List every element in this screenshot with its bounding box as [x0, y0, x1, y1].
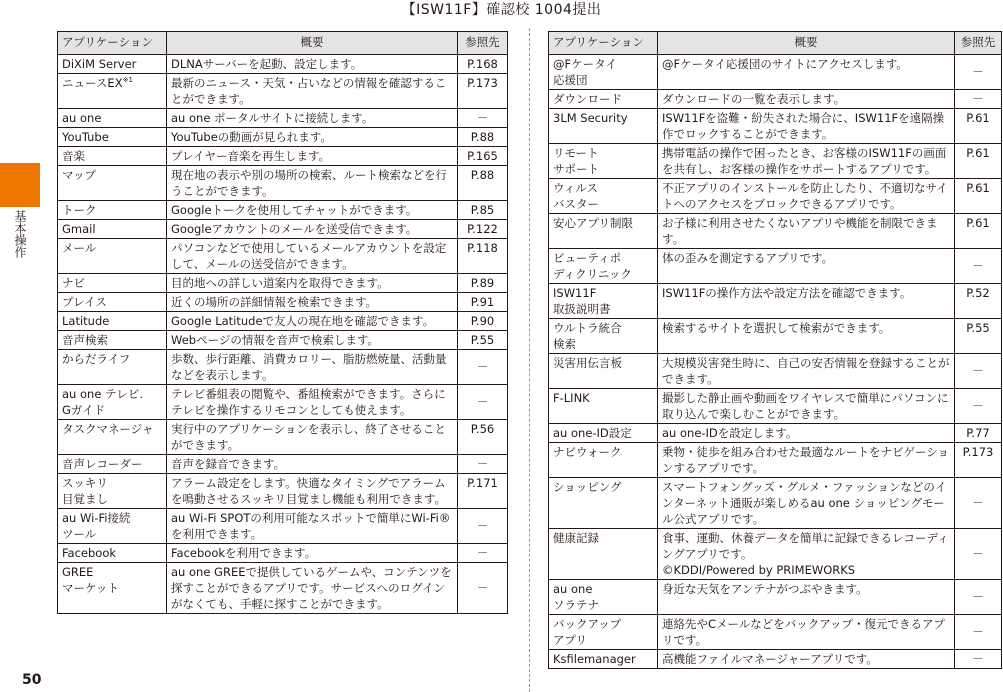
table-row	[58, 128, 508, 147]
app-summary: ダウンロードの一覧を表示します。	[658, 90, 955, 109]
table-header-row	[549, 32, 1002, 55]
table-row	[58, 55, 508, 74]
app-name: リモート サポート	[553, 146, 599, 176]
app-name: GREE マーケット	[62, 565, 119, 595]
page-number: 50	[22, 672, 42, 688]
app-reference: －	[955, 354, 1002, 389]
app-name: スッキリ 目覚まし	[62, 476, 108, 506]
app-summary: au one GREEで提供しているゲームや、コンテンツを探すことができるアプリです。サービスへのログインがなくても、手軽に探すことができます。	[167, 563, 458, 614]
section-tab	[0, 163, 40, 207]
app-name: からだライフ	[62, 352, 131, 366]
app-reference: －	[458, 509, 508, 544]
app-name-cell	[58, 74, 167, 109]
table-row	[549, 284, 1002, 319]
app-reference: P.61	[955, 109, 1002, 144]
app-summary: 撮影した静止画や動画をワイヤレスで簡単にパソコンに取り込んで楽しむことができます。	[658, 389, 955, 424]
app-name-cell	[58, 55, 167, 74]
app-name-cell	[58, 147, 167, 166]
table-row	[58, 312, 508, 331]
app-summary: 実行中のアプリケーションを表示し、終了させることができます。	[167, 420, 458, 455]
column-header-app: アプリケーション	[58, 32, 167, 55]
table-row	[549, 529, 1002, 580]
app-name-cell	[58, 166, 167, 201]
app-name: ナビウォーク	[553, 445, 622, 459]
app-name-cell	[549, 424, 658, 443]
app-name: 音声検索	[62, 333, 108, 347]
table-row	[549, 580, 1002, 615]
app-reference: －	[955, 529, 1002, 580]
app-name: F-LINK	[553, 391, 590, 405]
app-reference: －	[955, 580, 1002, 615]
app-reference: －	[458, 563, 508, 614]
app-name: トーク	[62, 203, 97, 217]
app-name-cell	[549, 580, 658, 615]
app-reference: P.168	[458, 55, 508, 74]
app-name: 健康記録	[553, 531, 599, 545]
app-name-cell	[58, 509, 167, 544]
app-reference: P.88	[458, 166, 508, 201]
app-summary: テレビ番組表の閲覧や、番組検索ができます。さらにテレビを操作するリモコンとしても使えます。	[167, 385, 458, 420]
app-name-cell	[549, 443, 658, 478]
table-row	[58, 544, 508, 563]
app-summary: Googleアカウントのメールを送受信できます。	[167, 220, 458, 239]
app-summary: 歩数、歩行距離、消費カロリー、脂肪燃焼量、活動量などを表示します。	[167, 350, 458, 385]
app-name: マップ	[62, 168, 97, 182]
table-row	[58, 420, 508, 455]
app-reference: －	[955, 389, 1002, 424]
app-name-cell	[549, 650, 658, 669]
app-name: DiXiM Server	[62, 57, 137, 71]
app-name-cell	[58, 201, 167, 220]
app-name: au one ソラテナ	[553, 582, 599, 612]
app-name: au one-ID設定	[553, 426, 632, 440]
app-name-cell	[58, 312, 167, 331]
app-reference: P.61	[955, 179, 1002, 214]
app-name: 3LM Security	[553, 111, 628, 125]
app-reference: －	[955, 650, 1002, 669]
app-name-cell	[58, 239, 167, 274]
app-name: Gmail	[62, 222, 96, 236]
app-summary: 検索するサイトを選択して検索ができます。	[658, 319, 955, 354]
app-name: ナビ	[62, 276, 85, 290]
table-row	[58, 331, 508, 350]
app-name-cell	[58, 128, 167, 147]
table-row	[58, 239, 508, 274]
app-reference: －	[458, 350, 508, 385]
app-summary: アラーム設定をします。快適なタイミングでアラームを鳴動させるスッキリ目覚まし機能も利用できます。	[167, 474, 458, 509]
app-name: タスクマネージャ	[62, 422, 154, 436]
table-row	[549, 354, 1002, 389]
app-summary: Facebookを利用できます。	[167, 544, 458, 563]
app-reference: P.88	[458, 128, 508, 147]
app-table-right	[548, 31, 1002, 669]
app-name: 災害用伝言板	[553, 356, 622, 370]
app-summary: お子様に利用させたくないアプリや機能を制限できます。	[658, 214, 955, 249]
app-name-cell	[549, 389, 658, 424]
column-header-app: アプリケーション	[549, 32, 658, 55]
app-reference: P.55	[458, 331, 508, 350]
table-row	[58, 509, 508, 544]
app-name-cell	[549, 179, 658, 214]
table-row	[549, 55, 1002, 90]
app-summary: 音声を録音できます。	[167, 455, 458, 474]
app-summary: Webページの情報を音声で検索します。	[167, 331, 458, 350]
column-divider	[529, 28, 530, 692]
app-name-cell	[549, 144, 658, 179]
app-reference: －	[458, 109, 508, 128]
column-header-ref: 参照先	[955, 32, 1002, 55]
table-row	[549, 144, 1002, 179]
app-summary: 現在地の表示や別の場所の検索、ルート検索などを行うことができます。	[167, 166, 458, 201]
table-header-row	[58, 32, 508, 55]
app-summary: ISW11Fを盗難・紛失された場合に、ISW11Fを遠隔操作でロックすることができます。	[658, 109, 955, 144]
app-reference: P.52	[955, 284, 1002, 319]
app-name-cell	[58, 220, 167, 239]
app-summary: au one-IDを設定します。	[658, 424, 955, 443]
app-name: au Wi-Fi接続 ツール	[62, 511, 131, 541]
app-name-cell	[58, 331, 167, 350]
table-row	[549, 443, 1002, 478]
app-reference: P.90	[458, 312, 508, 331]
app-name: メール	[62, 241, 97, 255]
app-name-cell	[58, 474, 167, 509]
table-row	[549, 319, 1002, 354]
table-row	[549, 214, 1002, 249]
app-name: au one テレビ. Gガイド	[62, 387, 143, 417]
app-summary: プレイヤー音楽を再生します。	[167, 147, 458, 166]
app-reference: P.85	[458, 201, 508, 220]
app-name-cell	[58, 455, 167, 474]
app-summary: YouTubeの動画が見られます。	[167, 128, 458, 147]
app-summary: Googleトークを使用してチャットができます。	[167, 201, 458, 220]
app-name-cell	[549, 478, 658, 529]
app-reference: P.56	[458, 420, 508, 455]
app-reference: P.89	[458, 274, 508, 293]
app-name-cell	[549, 55, 658, 90]
app-summary: au one ポータルサイトに接続します。	[167, 109, 458, 128]
app-name: ショッピング	[553, 480, 622, 494]
app-summary: 近くの場所の詳細情報を検索できます。	[167, 293, 458, 312]
app-summary: 食事、運動、休養データを簡単に記録できるレコーディングアプリです。 ©KDDI/Powered by PRIMEWORKS	[658, 529, 955, 580]
table-row	[549, 650, 1002, 669]
app-name: Ksfilemanager	[553, 652, 636, 666]
app-name-cell	[549, 615, 658, 650]
app-reference: －	[458, 455, 508, 474]
app-summary: 体の歪みを測定するアプリです。	[658, 249, 955, 284]
table-row	[549, 478, 1002, 529]
app-name-cell	[549, 90, 658, 109]
table-row	[58, 563, 508, 614]
table-row	[58, 74, 508, 109]
table-row	[549, 179, 1002, 214]
app-reference: －	[955, 55, 1002, 90]
app-name-cell	[58, 544, 167, 563]
app-summary: 目的地への詳しい道案内を取得できます。	[167, 274, 458, 293]
table-row	[549, 424, 1002, 443]
app-name-cell	[549, 319, 658, 354]
app-summary: スマートフォングッズ・グルメ・ファッションなどのインターネット通販が楽しめるau one ショッピングモール公式アプリです。	[658, 478, 955, 529]
app-name-cell	[58, 350, 167, 385]
app-name-cell	[549, 249, 658, 284]
app-name: ビューティポ ディクリニック	[553, 251, 632, 281]
app-name-cell	[58, 109, 167, 128]
app-reference: P.165	[458, 147, 508, 166]
app-reference: －	[955, 615, 1002, 650]
footnote-marker: ※1	[122, 76, 133, 85]
table-row	[549, 615, 1002, 650]
table-row	[58, 147, 508, 166]
app-name-cell	[58, 274, 167, 293]
table-row	[58, 455, 508, 474]
table-row	[58, 220, 508, 239]
app-name-cell	[549, 109, 658, 144]
app-name: Facebook	[62, 546, 117, 560]
app-summary: 不正アプリのインストールを防止したり、不適切なサイトへのアクセスをブロックできるアプリです。	[658, 179, 955, 214]
app-name: 音声レコーダー	[62, 457, 143, 471]
table-row	[58, 385, 508, 420]
app-name: ダウンロード	[553, 92, 622, 106]
table-row	[58, 474, 508, 509]
app-reference: P.55	[955, 319, 1002, 354]
app-name: バックアップ アプリ	[553, 617, 622, 647]
app-reference: P.91	[458, 293, 508, 312]
app-table-left	[57, 31, 508, 614]
app-summary: au Wi-Fi SPOTの利用可能なスポットで簡単にWi-Fi®を利用できます。	[167, 509, 458, 544]
document-header: 【ISW11F】確認校 1004提出	[401, 2, 602, 18]
app-summary: 乗物・徒歩を組み合わせた最適なルートをナビゲーションするアプリです。	[658, 443, 955, 478]
app-name: プレイス	[62, 295, 107, 309]
app-summary: ISW11Fの操作方法や設定方法を確認できます。	[658, 284, 955, 319]
app-name: YouTube	[62, 130, 109, 144]
app-summary: 身近な天気をアンテナがつぶやきます。	[658, 580, 955, 615]
table-row	[58, 109, 508, 128]
app-name-cell	[549, 529, 658, 580]
app-reference: P.118	[458, 239, 508, 274]
app-name-cell	[58, 293, 167, 312]
app-reference: －	[955, 478, 1002, 529]
app-name-cell	[549, 214, 658, 249]
app-reference: －	[458, 544, 508, 563]
app-summary: 大規模災害発生時に、自己の安否情報を登録することができます。	[658, 354, 955, 389]
app-name: ニュースEX	[62, 76, 123, 90]
column-header-ref: 参照先	[458, 32, 508, 55]
app-name: ウルトラ統合 検索	[553, 321, 622, 351]
app-summary: 最新のニュース・天気・占いなどの情報を確認することができます。	[167, 74, 458, 109]
app-name: 安心アプリ制限	[553, 216, 634, 230]
app-summary: DLNAサーバーを起動、設定します。	[167, 55, 458, 74]
app-summary: @Fケータイ応援団のサイトにアクセスします。	[658, 55, 955, 90]
app-name-cell	[58, 563, 167, 614]
table-row	[58, 274, 508, 293]
app-name: ウィルス バスター	[553, 181, 599, 211]
app-reference: P.171	[458, 474, 508, 509]
app-summary: 高機能ファイルマネージャーアプリです。	[658, 650, 955, 669]
app-summary: 連絡先やCメールなどをバックアップ・復元できるアプリです。	[658, 615, 955, 650]
app-name: Latitude	[62, 314, 110, 328]
app-name: 音楽	[62, 149, 85, 163]
table-row	[549, 90, 1002, 109]
column-header-summary: 概要	[167, 32, 458, 55]
section-side-label: 基本操作	[13, 210, 27, 258]
app-reference: －	[458, 385, 508, 420]
app-reference: －	[955, 249, 1002, 284]
table-row	[58, 166, 508, 201]
table-row	[549, 389, 1002, 424]
app-name: ISW11F 取扱説明書	[553, 286, 611, 316]
app-reference: P.61	[955, 214, 1002, 249]
table-row	[58, 293, 508, 312]
table-row	[58, 350, 508, 385]
app-name-cell	[58, 420, 167, 455]
app-reference: P.122	[458, 220, 508, 239]
app-name: au one	[62, 111, 102, 125]
table-row	[549, 109, 1002, 144]
app-reference: P.77	[955, 424, 1002, 443]
column-header-summary: 概要	[658, 32, 955, 55]
app-name-cell	[549, 354, 658, 389]
app-summary: パソコンなどで使用しているメールアカウントを設定して、メールの送受信ができます。	[167, 239, 458, 274]
app-summary: Google Latitudeで友人の現在地を確認できます。	[167, 312, 458, 331]
app-reference: －	[955, 90, 1002, 109]
app-reference: P.173	[458, 74, 508, 109]
table-row	[58, 201, 508, 220]
app-reference: P.61	[955, 144, 1002, 179]
app-reference: P.173	[955, 443, 1002, 478]
table-row	[549, 249, 1002, 284]
app-summary: 携帯電話の操作で困ったとき、お客様のISW11Fの画面を共有し、お客様の操作をサポートするアプリです。	[658, 144, 955, 179]
app-name-cell	[549, 284, 658, 319]
app-name: @Fケータイ 応援団	[553, 57, 617, 87]
app-name-cell	[58, 385, 167, 420]
